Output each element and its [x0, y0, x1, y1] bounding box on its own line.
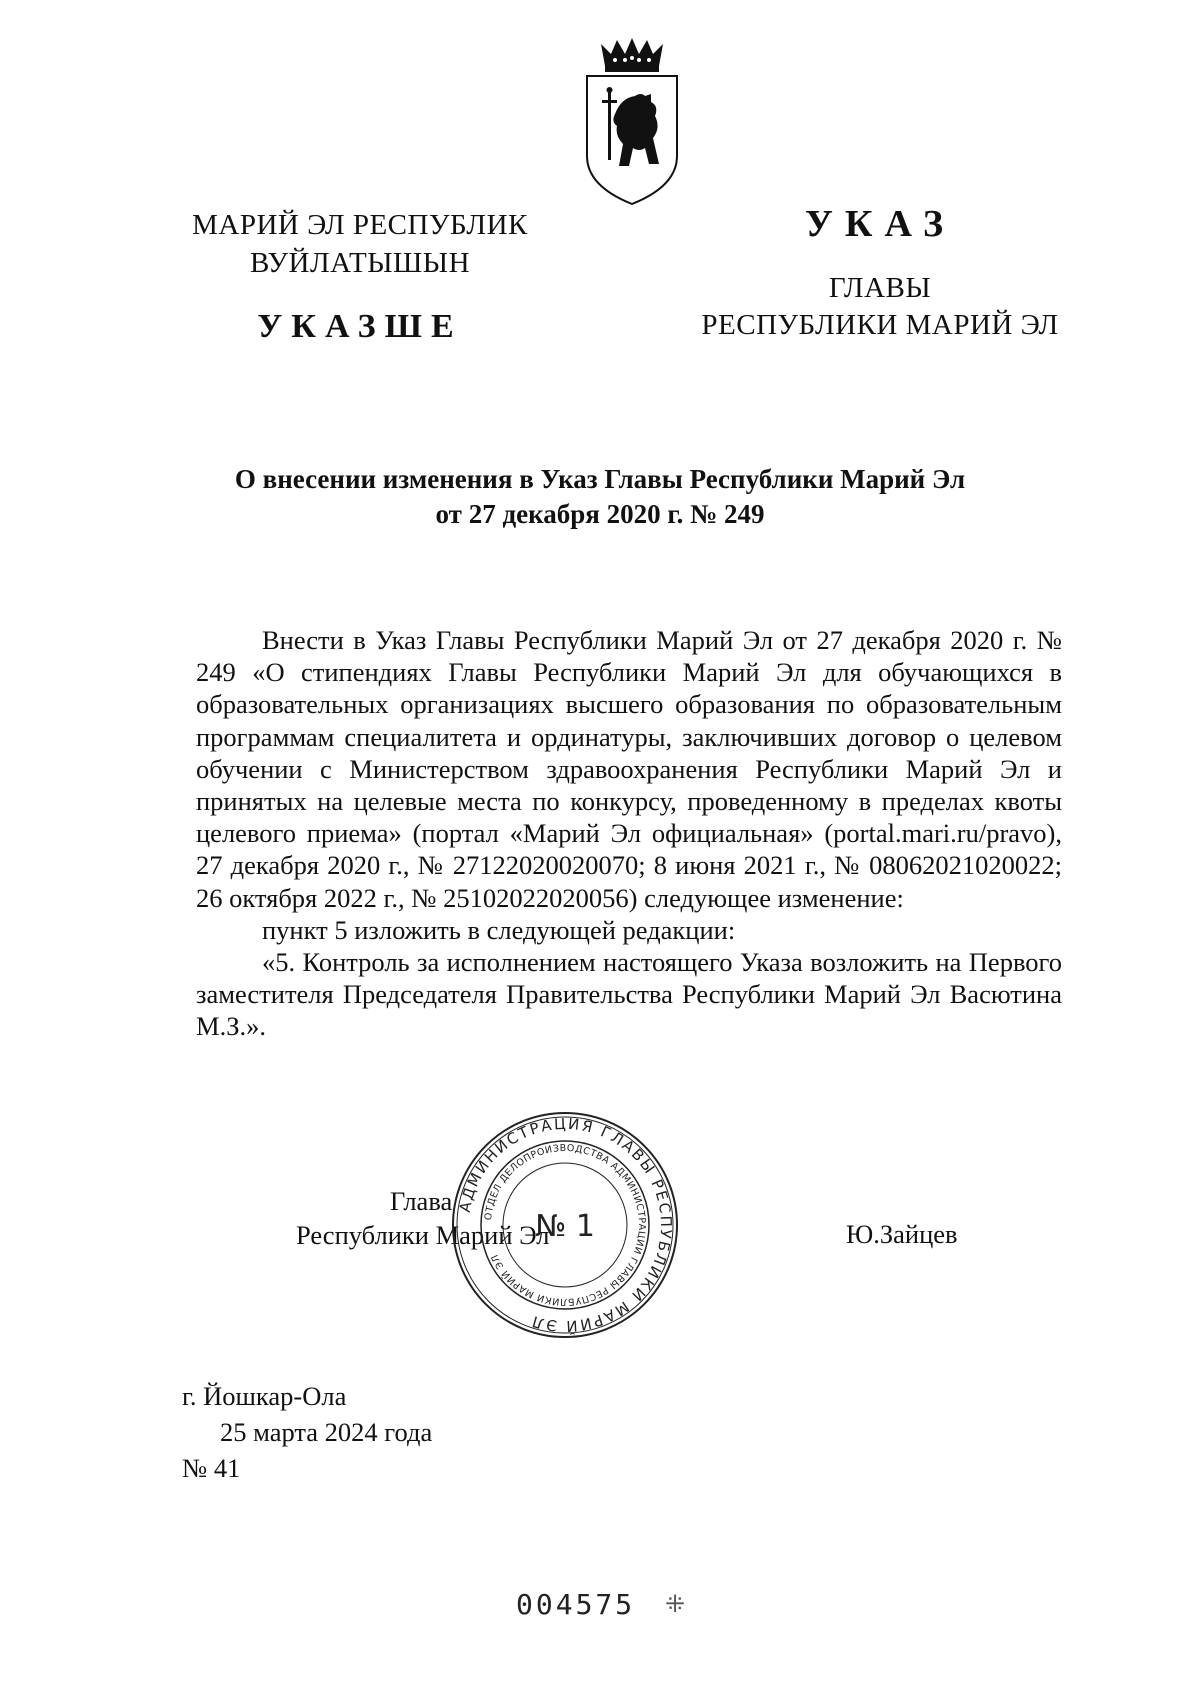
header-left-block	[160, 206, 560, 346]
header-right-line2: РЕСПУБЛИКИ МАРИЙ ЭЛ	[701, 309, 1059, 341]
header-left-line1: МАРИЙ ЭЛ РЕСПУБЛИК	[192, 209, 528, 241]
header-left-title: УКАЗШЕ	[257, 308, 463, 345]
header-left-line2: ВУЙЛАТЫШЫН	[249, 247, 471, 279]
body-paragraph-1: Внести в Указ Главы Республики Марий Эл от 27 декабря 2020 г. № 249 «О стипендиях Главы Республики Марий Эл для обучающихся в образовательных организациях высшего образования по образовательным программам специалитета и ординатуры, заключивших договор о целевом обучении с Министерством здравоохранения Республики Марий Эл и принятых на целевые места по конкурсу, проведенному в пределах квоты целевого приема» (портал «Марий Эл официальная» (portal.mari.ru/pravo), 27 декабря 2020 г., № 27122020020070; 8 июня 2021 г., № 08062021020022; 26 октября 2022 г., № 25102022020056) следующее изменение:	[196, 625, 1062, 913]
seal-inner-text: ОТДЕЛ ДЕЛОПРОИЗВОДСТВА АДМИНИСТРАЦИИ ГЛАВЫ РЕСПУБЛИКИ МАРИЙ ЭЛ	[483, 1142, 648, 1308]
document-title-line1: О внесении изменения в Указ Главы Республики Марий Эл	[234, 464, 966, 494]
body-paragraph-2: пункт 5 изложить в следующей редакции:	[262, 914, 736, 945]
signature-name: Ю.Зайцев	[846, 1219, 958, 1249]
header-right-title: УКАЗ	[805, 203, 955, 245]
seal-outer-text: АДМИНИСТРАЦИЯ ГЛАВЫ РЕСПУБЛИКИ МАРИЙ ЭЛ	[455, 1114, 676, 1336]
official-seal-stamp	[450, 1110, 680, 1340]
signature-position-line2: Республики Марий Эл	[296, 1220, 550, 1250]
header-right-block	[660, 200, 1100, 344]
footer-city: г. Йошкар-Ола	[182, 1381, 347, 1411]
header-right-line1: ГЛАВЫ	[828, 272, 932, 304]
body-paragraph-3: «5. Контроль за исполнением настоящего Указа возложить на Первого заместителя Председателя Правительства Республики Марий Эл Васютина М.З.».	[196, 947, 1062, 1042]
document-title-line2: от 27 декабря 2020 г. № 249	[435, 499, 765, 529]
coat-of-arms-icon	[581, 36, 683, 206]
document-title	[200, 462, 1000, 532]
footer-date: 25 марта 2024 года	[220, 1417, 433, 1447]
footer-number: № 41	[182, 1453, 241, 1483]
seal-number: № 1	[535, 1209, 595, 1244]
document-footer	[182, 1378, 432, 1486]
signature-position-line1: Глава	[390, 1186, 453, 1216]
document-body	[196, 624, 1062, 1043]
serial-number: 004575	[516, 1588, 636, 1621]
dotted-mark-icon: ⁜	[665, 1592, 686, 1618]
